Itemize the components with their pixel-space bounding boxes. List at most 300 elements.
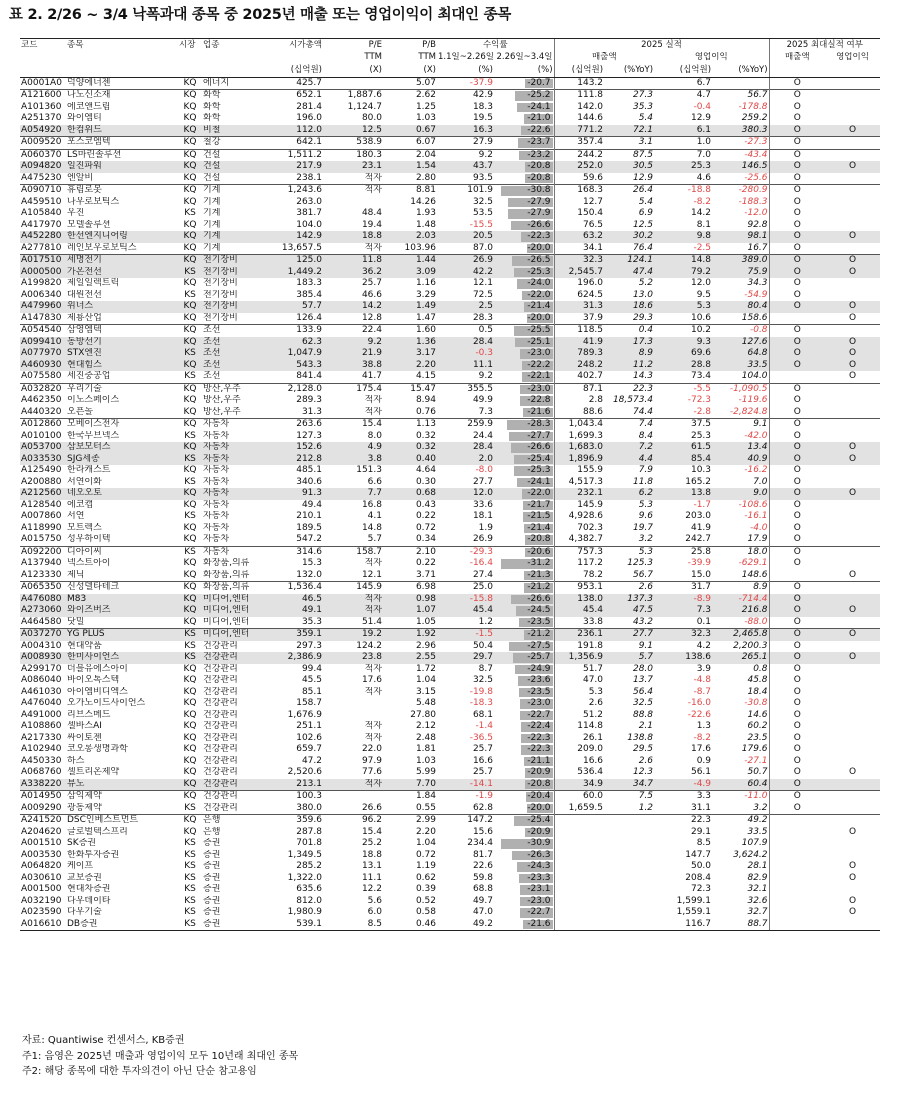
cell-sector: 건설 bbox=[202, 149, 270, 161]
cell-code: A064820 bbox=[21, 861, 62, 872]
cell-op-yoy: -2,824.8 bbox=[729, 406, 768, 417]
cell-op: 1.3 bbox=[696, 721, 712, 732]
cell-name: 한국무브넥스 bbox=[67, 430, 120, 441]
cell-max-op bbox=[825, 465, 880, 477]
cell-op: -2.8 bbox=[693, 406, 712, 417]
cell-op: 9.5 bbox=[696, 289, 712, 300]
table-row bbox=[20, 687, 880, 699]
cell-max-op: O bbox=[848, 767, 857, 778]
cell-max-op: O bbox=[825, 301, 880, 313]
cell-ret2 bbox=[494, 815, 554, 827]
cell-max-op bbox=[825, 407, 880, 419]
cell-ret1: 32.5 bbox=[472, 196, 493, 207]
cell-max-op bbox=[825, 779, 880, 791]
cell-max-sales: O bbox=[769, 465, 825, 477]
cell-sector: 자동차 bbox=[202, 546, 270, 558]
cell-ret1: 27.7 bbox=[472, 476, 493, 487]
cell-max-sales: O bbox=[769, 220, 825, 232]
cell-max-op bbox=[825, 383, 880, 395]
cell-max-op bbox=[825, 102, 880, 114]
return-value: -23.2 bbox=[527, 149, 551, 160]
cell-max-op bbox=[825, 710, 880, 722]
cell-pb: 0.30 bbox=[415, 476, 436, 487]
cell-ret2 bbox=[494, 454, 554, 466]
return-value: -20.8 bbox=[527, 778, 551, 789]
cell-market: KQ bbox=[178, 582, 202, 594]
cell-code: A462350 bbox=[21, 395, 62, 406]
cell-max-op bbox=[825, 220, 880, 232]
cell-max-op: O bbox=[848, 569, 857, 580]
cell-op: -72.3 bbox=[687, 395, 712, 406]
cell-name: 아이엠비디엑스 bbox=[67, 686, 128, 697]
cell-sector: 조선 bbox=[202, 360, 270, 372]
cell-ret1: 25.7 bbox=[472, 744, 493, 755]
cell-sales-yoy: 30.5 bbox=[604, 161, 654, 173]
cell-op-yoy: 0.8 bbox=[753, 663, 768, 674]
cell-market: KQ bbox=[183, 534, 197, 545]
table-row bbox=[20, 185, 880, 197]
cell-op: -8.9 bbox=[654, 594, 712, 606]
cell-market: KQ bbox=[183, 499, 197, 510]
cell-sales: 771.2 bbox=[554, 125, 604, 137]
cell-ret1: 259.9 bbox=[437, 419, 494, 431]
cell-name: SJG세종 bbox=[66, 454, 178, 466]
cell-ret2 bbox=[494, 500, 554, 512]
cell-market: KQ bbox=[178, 605, 202, 617]
cell-pe bbox=[323, 698, 383, 710]
cell-sales-yoy: 9.6 bbox=[638, 511, 654, 522]
table-row bbox=[20, 337, 880, 349]
cell-mcap: 217.9 bbox=[270, 161, 323, 173]
cell-max-sales bbox=[769, 371, 825, 383]
cell-max-op: O bbox=[825, 360, 880, 372]
cell-ret2 bbox=[494, 523, 554, 535]
cell-op-yoy: 18.4 bbox=[747, 686, 768, 697]
cell-ret2 bbox=[494, 791, 554, 803]
cell-code: A033530 bbox=[20, 454, 66, 466]
cell-code: A461030 bbox=[21, 686, 62, 697]
cell-sales-yoy bbox=[604, 861, 654, 873]
table-body bbox=[20, 77, 880, 931]
cell-market: KQ bbox=[178, 137, 202, 150]
cell-max-sales bbox=[769, 884, 825, 896]
return-value: -27.5 bbox=[527, 640, 551, 651]
cell-op: 1,559.1 bbox=[676, 907, 712, 918]
cell-op-yoy: -88.0 bbox=[744, 616, 768, 627]
cell-mcap: 652.1 bbox=[270, 90, 323, 102]
cell-code: A032190 bbox=[21, 895, 62, 906]
cell-pb: 0.58 bbox=[415, 907, 436, 918]
cell-pb: 0.32 bbox=[383, 442, 437, 454]
header-ret-period-2: 2.26일~3.4일 bbox=[496, 52, 553, 63]
cell-mcap: 85.1 bbox=[301, 686, 322, 697]
cell-ret1: 18.1 bbox=[472, 511, 493, 522]
cell-pe: 적자 bbox=[364, 395, 382, 406]
cell-code: A299170 bbox=[21, 663, 62, 674]
cell-pb: 1.03 bbox=[415, 113, 436, 124]
cell-max-op bbox=[825, 511, 880, 523]
cell-mcap: 485.1 bbox=[296, 465, 322, 476]
cell-sales-yoy: 27.3 bbox=[604, 90, 654, 102]
table-row bbox=[20, 161, 880, 173]
table-row bbox=[20, 383, 880, 395]
cell-op: 56.1 bbox=[690, 767, 712, 778]
return-value: -28.3 bbox=[527, 419, 551, 429]
cell-name: 오가노이드사이언스 bbox=[67, 698, 146, 709]
table-row bbox=[20, 371, 880, 383]
cell-market: KS bbox=[184, 861, 196, 872]
cell-code: A001500 bbox=[21, 884, 62, 895]
cell-code: A204620 bbox=[21, 826, 62, 837]
cell-op-yoy: 216.8 bbox=[712, 605, 769, 617]
cell-sales: 45.4 bbox=[554, 605, 604, 617]
cell-ret2 bbox=[494, 395, 554, 407]
cell-name: 레인보우로보틱스 bbox=[67, 242, 137, 253]
cell-market: KS bbox=[184, 371, 196, 382]
cell-market: KQ bbox=[183, 522, 197, 533]
cell-ret1: 28.4 bbox=[437, 337, 494, 349]
return-value: -21.6 bbox=[527, 918, 551, 929]
cell-sales: 51.7 bbox=[554, 664, 604, 676]
cell-pe: 25.7 bbox=[361, 278, 382, 289]
cell-ret1: 33.6 bbox=[472, 499, 493, 510]
cell-code: A417970 bbox=[21, 219, 62, 230]
cell-op: 8.5 bbox=[696, 838, 712, 849]
cell-op: 10.3 bbox=[690, 465, 712, 476]
cell-op: -4.9 bbox=[654, 779, 712, 791]
cell-op-yoy: 32.7 bbox=[747, 907, 768, 918]
cell-sales: 32.3 bbox=[554, 255, 604, 267]
cell-name: 넥스트아이 bbox=[67, 558, 111, 569]
return-value: -22.7 bbox=[527, 907, 551, 917]
cell-sales-yoy bbox=[604, 873, 654, 885]
cell-name: 한미사이언스 bbox=[66, 652, 178, 664]
cell-max-sales: O bbox=[769, 710, 825, 722]
cell-code: A001510 bbox=[21, 838, 62, 849]
cell-pe bbox=[323, 197, 383, 209]
cell-max-op bbox=[825, 523, 880, 535]
cell-ret2 bbox=[494, 348, 554, 360]
header-unit-ret1: (%) bbox=[437, 64, 494, 77]
cell-sales-yoy: 0.4 bbox=[604, 325, 654, 337]
cell-mcap: 2,386.9 bbox=[270, 652, 323, 664]
cell-market: KQ bbox=[183, 732, 197, 743]
cell-sales: 76.5 bbox=[554, 220, 604, 232]
cell-name: 광동제약 bbox=[67, 802, 102, 813]
cell-pb: 3.71 bbox=[415, 569, 436, 580]
cell-pb: 0.22 bbox=[415, 511, 436, 522]
cell-pe: 80.0 bbox=[361, 113, 382, 124]
cell-sales: 209.0 bbox=[554, 744, 604, 756]
cell-mcap: 133.9 bbox=[270, 325, 323, 337]
cell-sales-yoy: 28.0 bbox=[632, 663, 654, 674]
table-row bbox=[20, 197, 880, 209]
cell-name: 휴림로봇 bbox=[66, 185, 178, 197]
cell-name: 와이즈버즈 bbox=[66, 605, 178, 617]
cell-mcap: 104.0 bbox=[296, 219, 322, 230]
cell-pe: 5.7 bbox=[367, 534, 382, 545]
cell-pe: 적자 bbox=[364, 663, 382, 674]
cell-sector: 조선 bbox=[202, 337, 270, 349]
cell-sector: 전기장비 bbox=[202, 301, 270, 313]
cell-name: 제룡산업 bbox=[67, 312, 102, 323]
cell-sales-yoy: 2.6 bbox=[604, 582, 654, 594]
cell-name: 나노신소재 bbox=[66, 90, 178, 102]
header-unit-ret2: (%) bbox=[494, 64, 554, 77]
cell-op-yoy: 179.6 bbox=[741, 744, 768, 755]
cell-pe: 23.8 bbox=[323, 652, 383, 664]
cell-market: KQ bbox=[178, 779, 202, 791]
cell-max-sales bbox=[769, 919, 825, 931]
cell-pe: 36.2 bbox=[323, 267, 383, 279]
cell-pb: 1.72 bbox=[415, 663, 436, 674]
cell-ret1: -37.9 bbox=[469, 77, 493, 88]
cell-op-yoy: 104.0 bbox=[741, 371, 768, 382]
cell-code: A006340 bbox=[21, 289, 62, 300]
cell-mcap: 152.6 bbox=[270, 442, 323, 454]
header-returns: 수익률 bbox=[437, 39, 554, 52]
cell-name: 이노스페이스 bbox=[67, 395, 120, 406]
cell-code: A010100 bbox=[21, 430, 62, 441]
cell-sales: 4,928.6 bbox=[554, 511, 604, 523]
cell-sales: 1,043.4 bbox=[554, 419, 604, 431]
cell-code: A014950 bbox=[20, 791, 66, 803]
cell-max-op bbox=[825, 325, 880, 337]
cell-sector: 화장품,의류 bbox=[203, 558, 250, 569]
cell-pb: 0.22 bbox=[415, 558, 436, 569]
cell-market: KQ bbox=[178, 791, 202, 803]
cell-mcap: 380.0 bbox=[296, 802, 322, 813]
cell-op: 73.4 bbox=[690, 371, 712, 382]
cell-max-op: O bbox=[848, 907, 857, 918]
table-row bbox=[20, 884, 880, 896]
cell-op-yoy: 82.9 bbox=[747, 872, 768, 883]
cell-op-yoy: -54.9 bbox=[744, 289, 768, 300]
cell-code: A273060 bbox=[20, 605, 66, 617]
cell-op: 14.8 bbox=[654, 255, 712, 267]
cell-ret1: 1.9 bbox=[478, 522, 493, 533]
cell-ret1: 20.5 bbox=[437, 231, 494, 243]
table-row bbox=[20, 815, 880, 827]
cell-max-sales bbox=[769, 850, 825, 862]
cell-market: KQ bbox=[183, 675, 197, 686]
cell-sales-yoy bbox=[604, 838, 654, 850]
cell-name: 에코캡 bbox=[67, 499, 94, 510]
cell-mcap: 635.6 bbox=[296, 884, 322, 895]
cell-ret1: 50.4 bbox=[472, 640, 493, 651]
cell-op: 15.0 bbox=[690, 569, 712, 580]
table-row bbox=[20, 173, 880, 185]
cell-pe: 19.4 bbox=[361, 219, 382, 230]
cell-sales: 33.8 bbox=[554, 617, 604, 629]
cell-name: 서연이화 bbox=[67, 476, 102, 487]
cell-pe: 7.7 bbox=[323, 488, 383, 500]
table-row bbox=[20, 419, 880, 431]
cell-op-yoy: 380.3 bbox=[712, 125, 769, 137]
cell-sector: 기계 bbox=[203, 196, 221, 207]
cell-ret2 bbox=[494, 641, 554, 653]
cell-max-op: O bbox=[825, 267, 880, 279]
cell-ret2 bbox=[494, 383, 554, 395]
cell-max-op: O bbox=[825, 255, 880, 267]
cell-code: A017510 bbox=[20, 255, 66, 267]
cell-max-sales: O bbox=[769, 477, 825, 489]
cell-max-sales bbox=[769, 838, 825, 850]
cell-op-yoy: 107.9 bbox=[741, 838, 768, 849]
cell-pe: 180.3 bbox=[323, 149, 383, 161]
cell-max-sales: O bbox=[769, 500, 825, 512]
cell-name: 현대차증권 bbox=[67, 884, 111, 895]
cell-ret2 bbox=[494, 884, 554, 896]
table-row bbox=[20, 102, 880, 114]
header-max-sales: 매출액 bbox=[769, 52, 825, 65]
cell-sales: 402.7 bbox=[554, 371, 604, 383]
cell-sales-yoy: 13.0 bbox=[632, 289, 654, 300]
cell-ret1: -36.5 bbox=[469, 732, 493, 743]
cell-ret1: 16.3 bbox=[437, 125, 494, 137]
cell-mcap: 99.4 bbox=[301, 663, 322, 674]
cell-max-op: O bbox=[848, 826, 857, 837]
return-value: -22.7 bbox=[527, 709, 551, 720]
cell-op-yoy: 32.6 bbox=[747, 895, 768, 906]
cell-max-sales bbox=[769, 313, 825, 325]
cell-max-sales: O bbox=[769, 675, 825, 687]
cell-name: 한선엔지니어링 bbox=[66, 231, 178, 243]
cell-max-sales: O bbox=[769, 791, 825, 803]
cell-max-sales: O bbox=[769, 617, 825, 629]
cell-op: 1.0 bbox=[654, 137, 712, 150]
table-row bbox=[20, 534, 880, 546]
cell-op: 41.9 bbox=[690, 522, 712, 533]
cell-mcap: 213.1 bbox=[270, 779, 323, 791]
cell-code: A450330 bbox=[21, 755, 62, 766]
cell-max-sales: O bbox=[769, 698, 825, 710]
cell-max-op: O bbox=[825, 652, 880, 664]
cell-max-op: O bbox=[848, 872, 857, 883]
cell-ret1: 25.0 bbox=[437, 582, 494, 594]
table-row bbox=[20, 477, 880, 489]
cell-sales: 51.2 bbox=[554, 710, 604, 722]
table-row bbox=[20, 907, 880, 919]
cell-sector: 미디어,엔터 bbox=[202, 594, 270, 606]
cell-op: 10.6 bbox=[690, 312, 712, 323]
table-row bbox=[20, 873, 880, 885]
cell-sales: 59.6 bbox=[554, 173, 604, 185]
cell-pb: 15.47 bbox=[383, 383, 437, 395]
cell-name: 모델솔루션 bbox=[67, 219, 111, 230]
cell-sector: 건강관리 bbox=[202, 779, 270, 791]
cell-ret1: -8.0 bbox=[475, 465, 493, 476]
cell-sales: 1,683.0 bbox=[554, 442, 604, 454]
cell-ret1: 19.5 bbox=[472, 113, 493, 124]
cell-ret1: -0.3 bbox=[437, 348, 494, 360]
cell-op: 13.8 bbox=[654, 488, 712, 500]
cell-mcap: 49.1 bbox=[270, 605, 323, 617]
cell-sales-yoy: 137.3 bbox=[604, 594, 654, 606]
cell-ret2 bbox=[494, 442, 554, 454]
return-value: -27.7 bbox=[527, 430, 551, 441]
cell-pb: 1.47 bbox=[415, 312, 436, 323]
cell-sector: 자동차 bbox=[203, 499, 230, 510]
cell-name: 덕양에너젠 bbox=[67, 77, 111, 88]
cell-pb: 2.10 bbox=[383, 546, 437, 558]
cell-name: 위너스 bbox=[66, 301, 178, 313]
cell-op: 0.9 bbox=[696, 755, 712, 766]
cell-pb: 103.96 bbox=[404, 242, 436, 253]
cell-max-op: O bbox=[848, 312, 857, 323]
cell-pb: 2.03 bbox=[383, 231, 437, 243]
cell-mcap: 45.5 bbox=[301, 675, 322, 686]
table-row bbox=[20, 407, 880, 419]
cell-sales: 16.6 bbox=[554, 756, 604, 768]
cell-op-yoy: -30.8 bbox=[744, 698, 768, 709]
header-pb: P/B bbox=[383, 39, 437, 52]
cell-sector: 방산,우주 bbox=[203, 406, 241, 417]
cell-ret2 bbox=[494, 419, 554, 431]
cell-market: KQ bbox=[183, 826, 197, 837]
cell-ret1: 12.1 bbox=[472, 278, 493, 289]
return-value: -21.7 bbox=[527, 499, 551, 510]
cell-max-sales: O bbox=[769, 278, 825, 290]
cell-pe: 41.7 bbox=[361, 371, 382, 382]
cell-mcap: 251.1 bbox=[296, 721, 322, 732]
cell-pb: 6.07 bbox=[383, 137, 437, 150]
cell-code: A108860 bbox=[21, 721, 62, 732]
cell-sales: 244.2 bbox=[554, 149, 604, 161]
cell-ret2 bbox=[494, 301, 554, 313]
cell-op: 165.2 bbox=[685, 476, 712, 487]
cell-sales-yoy: 18,573.4 bbox=[612, 395, 654, 406]
stock-table bbox=[20, 38, 880, 931]
cell-mcap: 287.8 bbox=[296, 826, 322, 837]
cell-market: KQ bbox=[178, 419, 202, 431]
cell-sector: 증권 bbox=[203, 849, 221, 860]
cell-pb: 0.52 bbox=[415, 895, 436, 906]
cell-name: 가온전선 bbox=[66, 267, 178, 279]
cell-op-yoy: 9.1 bbox=[712, 419, 769, 431]
cell-ret2 bbox=[494, 113, 554, 125]
cell-sector: 기계 bbox=[203, 208, 221, 219]
cell-market: KQ bbox=[178, 231, 202, 243]
cell-ret1: 47.0 bbox=[472, 907, 493, 918]
cell-sector: 증권 bbox=[203, 895, 221, 906]
table-row bbox=[20, 756, 880, 768]
cell-sales: 143.2 bbox=[554, 77, 604, 90]
cell-sector: 증권 bbox=[203, 884, 221, 895]
cell-market: KQ bbox=[183, 663, 197, 674]
cell-name: SK증권 bbox=[67, 838, 97, 849]
cell-pe: 21.9 bbox=[323, 348, 383, 360]
cell-op: 203.0 bbox=[685, 511, 712, 522]
cell-ret2 bbox=[494, 594, 554, 606]
table-row bbox=[20, 664, 880, 676]
cell-name: 삼보모터스 bbox=[66, 442, 178, 454]
cell-ret2 bbox=[494, 125, 554, 137]
cell-ret2 bbox=[494, 102, 554, 114]
cell-pe: 124.2 bbox=[356, 640, 382, 651]
cell-ret2 bbox=[494, 137, 554, 150]
cell-max-sales: O bbox=[769, 255, 825, 267]
cell-sales: 248.2 bbox=[554, 360, 604, 372]
cell-sector: 미디어,엔터 bbox=[203, 616, 250, 627]
cell-ret1: 45.4 bbox=[437, 605, 494, 617]
cell-name: 동방선기 bbox=[66, 337, 178, 349]
return-value: -24.9 bbox=[527, 663, 551, 674]
cell-max-op bbox=[825, 803, 880, 815]
cell-max-sales: O bbox=[769, 348, 825, 360]
cell-code: A068760 bbox=[21, 767, 62, 778]
cell-name: 싸이토젠 bbox=[67, 732, 102, 743]
